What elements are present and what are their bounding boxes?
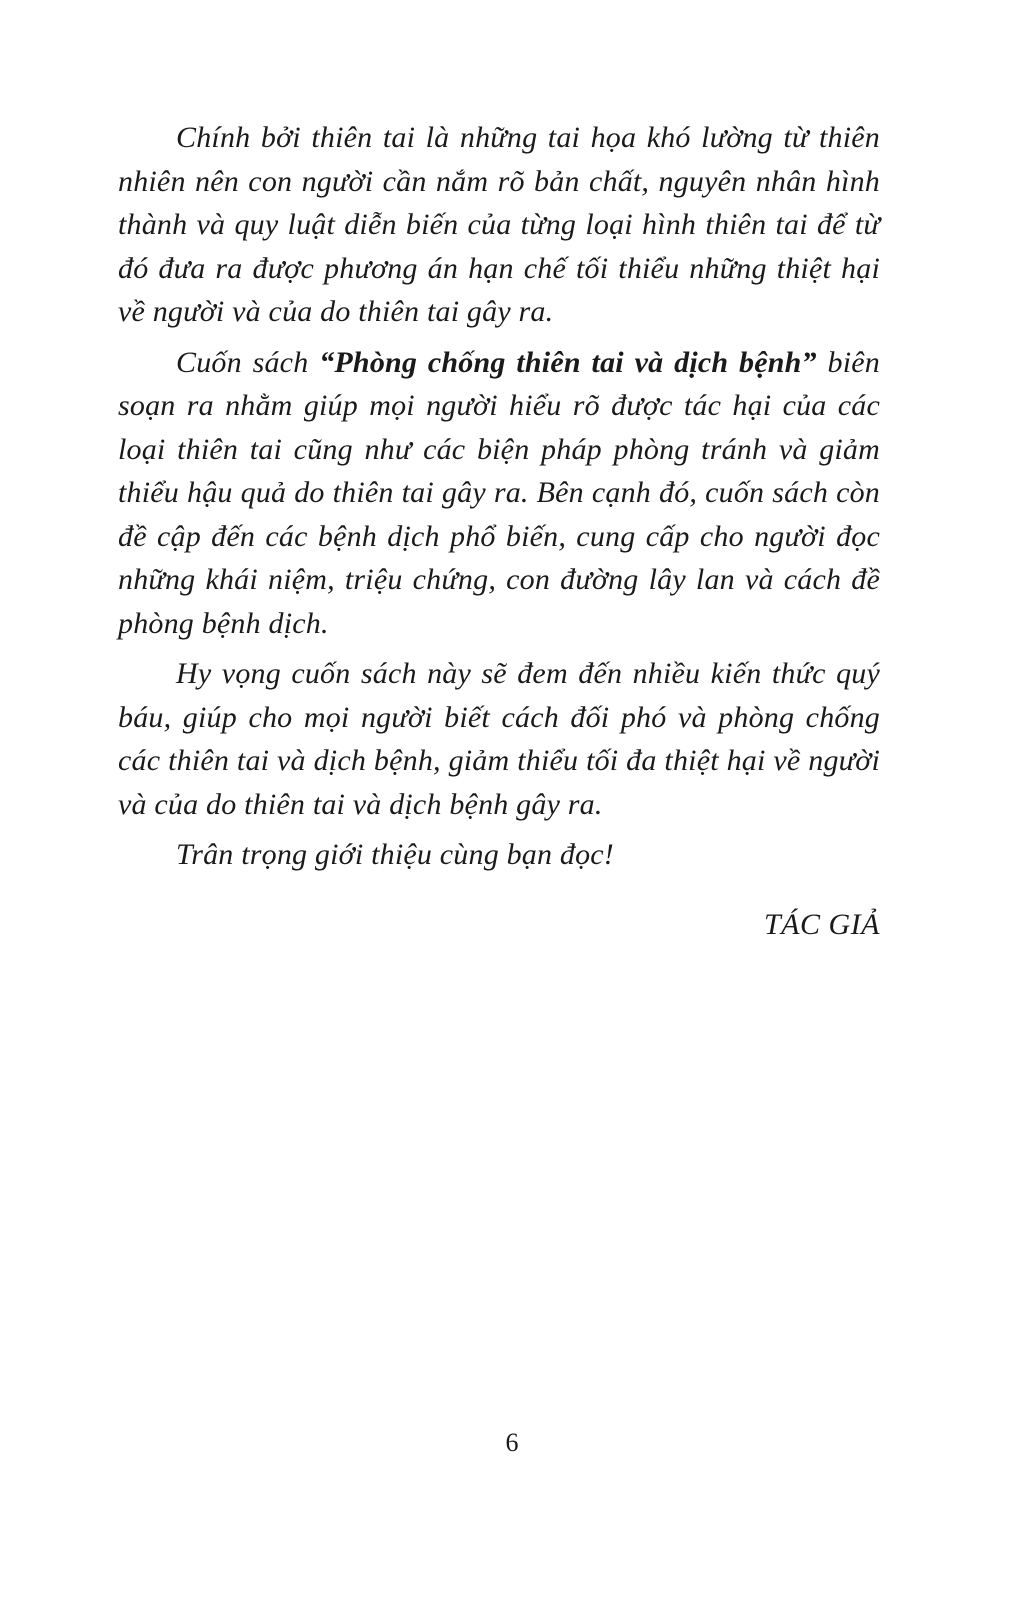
paragraph-intro-text: Cuốn sách [176,345,320,379]
author-signature: TÁC GIẢ [764,907,880,941]
closing-line: Trân trọng giới thiệu cùng bạn đọc! [176,838,615,871]
paragraph-book-description [118,341,880,646]
paragraph-description-text: biên soạn ra nhằm giúp mọi người hiểu rõ được tác hại của các loại thiên tai cũng như các biện pháp phòng tránh và giảm thiểu hậu quả do thiên tai gây ra. Bên cạnh đó, cuốn sách còn đề cập đến các bệnh dịch phổ biến, cung cấp cho người đọc những khái niệm, triệu chứng, con đường lây lan và cách đề phòng bệnh dịch. [118,345,880,640]
paragraph-hope: Hy vọng cuốn sách này sẽ đem đến nhiều kiến thức quý báu, giúp cho mọi người biết cách đối phó và phòng chống các thiên tai và dịch bệnh, giảm thiểu tối đa thiệt hại về người và của do thiên tai và dịch bệnh gây ra. [118,657,880,821]
body-text [118,116,880,946]
book-title: “Phòng chống thiên tai và dịch bệnh” [319,345,817,379]
page-number: 6 [505,1428,519,1457]
paragraph-natural-disasters: Chính bởi thiên tai là những tai họa khó lường từ thiên nhiên nên con người cần nắm rõ bản chất, nguyên nhân hình thành và quy luật diễn biến của từng loại hình thiên tai để từ đó đưa ra được phương án hạn chế tối thiểu những thiệt hại về người và của do thiên tai gây ra. [118,121,880,328]
